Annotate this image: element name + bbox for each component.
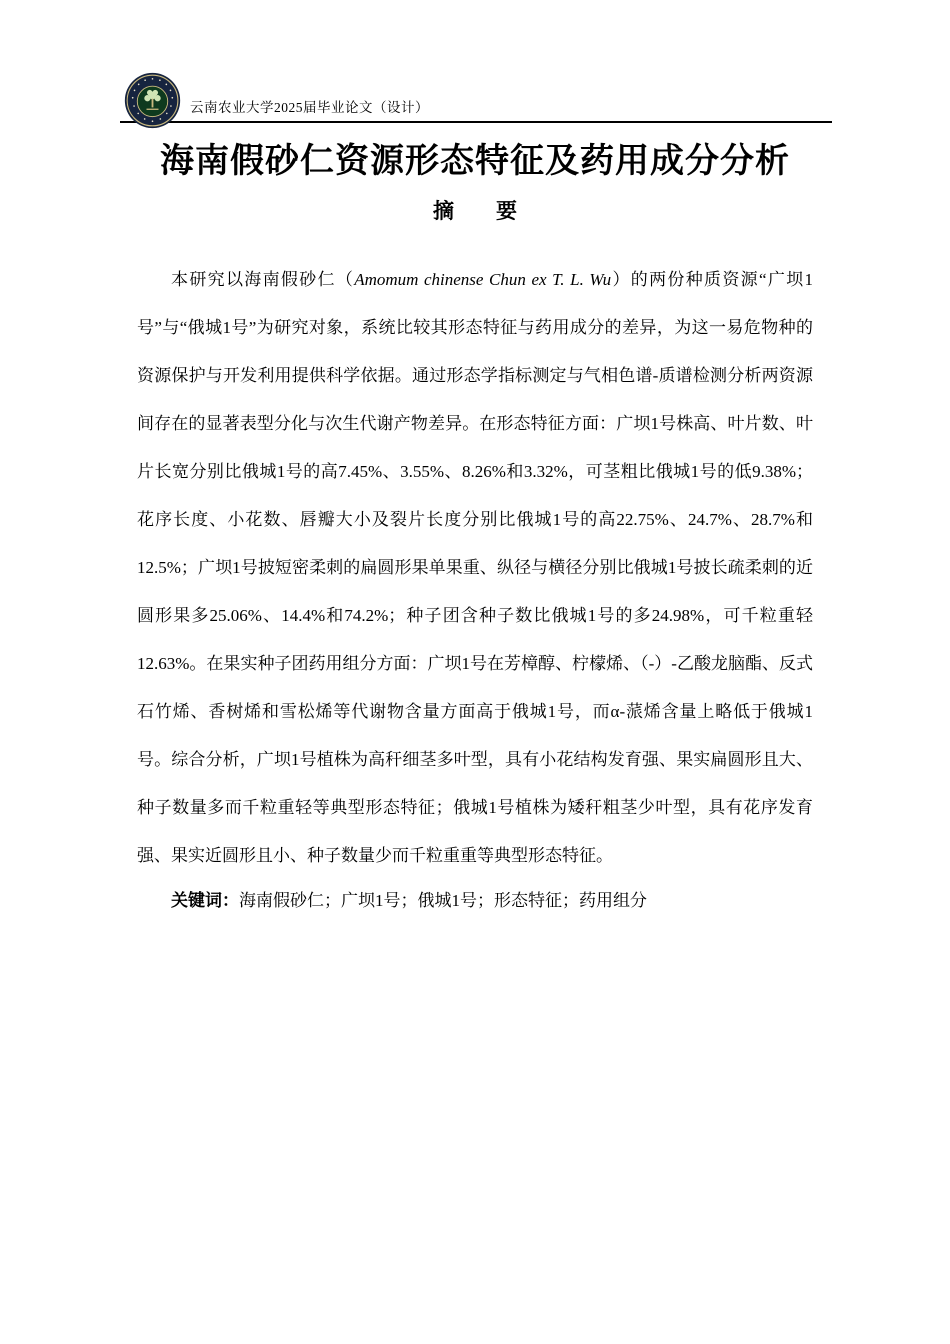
keywords-line <box>137 886 813 916</box>
document-content <box>0 139 950 916</box>
abstract-text-lead: 本研究以海南假砂仁（ <box>171 270 355 290</box>
abstract-heading: 摘 要 <box>433 199 517 223</box>
keywords-text: 海南假砂仁；广坝1号；俄城1号；形态特征；药用组分 <box>239 891 647 911</box>
abstract-text-body: ）的两份种质资源“广坝1号”与“俄城1号”为研究对象，系统比较其形态特征与药用成分的差异，为这一易危物种的资源保护与开发利用提供科学依据。通过形态学指标测定与气相色谱-质谱检测分析两资源间存在的显著表型分化与次生代谢产物差异。在形态特征方面：广坝1号株高、叶片数、叶片长宽分别比俄城1号的高7.45%、3.55%、8.26%和3.32%，可茎粗比俄城1号的低9.38%；花序长度、小花数、唇瓣大小及裂片长度分别比俄城1号的高22.75%、24.7%、28.7%和12.5%；广坝1号披短密柔刺的扁圆形果单果重、纵径与横径分别比俄城1号披长疏柔刺的近圆形果多25.06%、14.4%和74.2%；种子团含种子数比俄城1号的多24.98%，可千粒重轻12.63%。在果实种子团药用组分方面：广坝1号在芳樟醇、柠檬烯、（-）-乙酸龙脑酯、反式石竹烯、香树烯和雪松烯等代谢物含量方面高于俄城1号，而α-蒎烯含量上略低于俄城1号。综合分析，广坝1号植株为高秆细茎多叶型，具有小花结构发育强、果实扁圆形且大、种子数量多而千粒重轻等典型形态特征；俄城1号植株为矮秆粗茎少叶型，具有花序发育强、果实近圆形且小、种子数量少而千粒重重等典型形态特征。 <box>137 270 814 866</box>
university-logo-icon <box>123 71 182 130</box>
page-header <box>120 0 832 123</box>
abstract-paragraph <box>137 256 813 880</box>
document-title: 海南假砂仁资源形态特征及药用成分分析 <box>160 142 790 180</box>
keywords-label: 关键词： <box>171 891 239 911</box>
header-affiliation-text: 云南农业大学2025届毕业论文（设计） <box>190 100 429 115</box>
species-latin-name: Amomum chinense Chun ex T. L. Wu <box>354 270 612 290</box>
